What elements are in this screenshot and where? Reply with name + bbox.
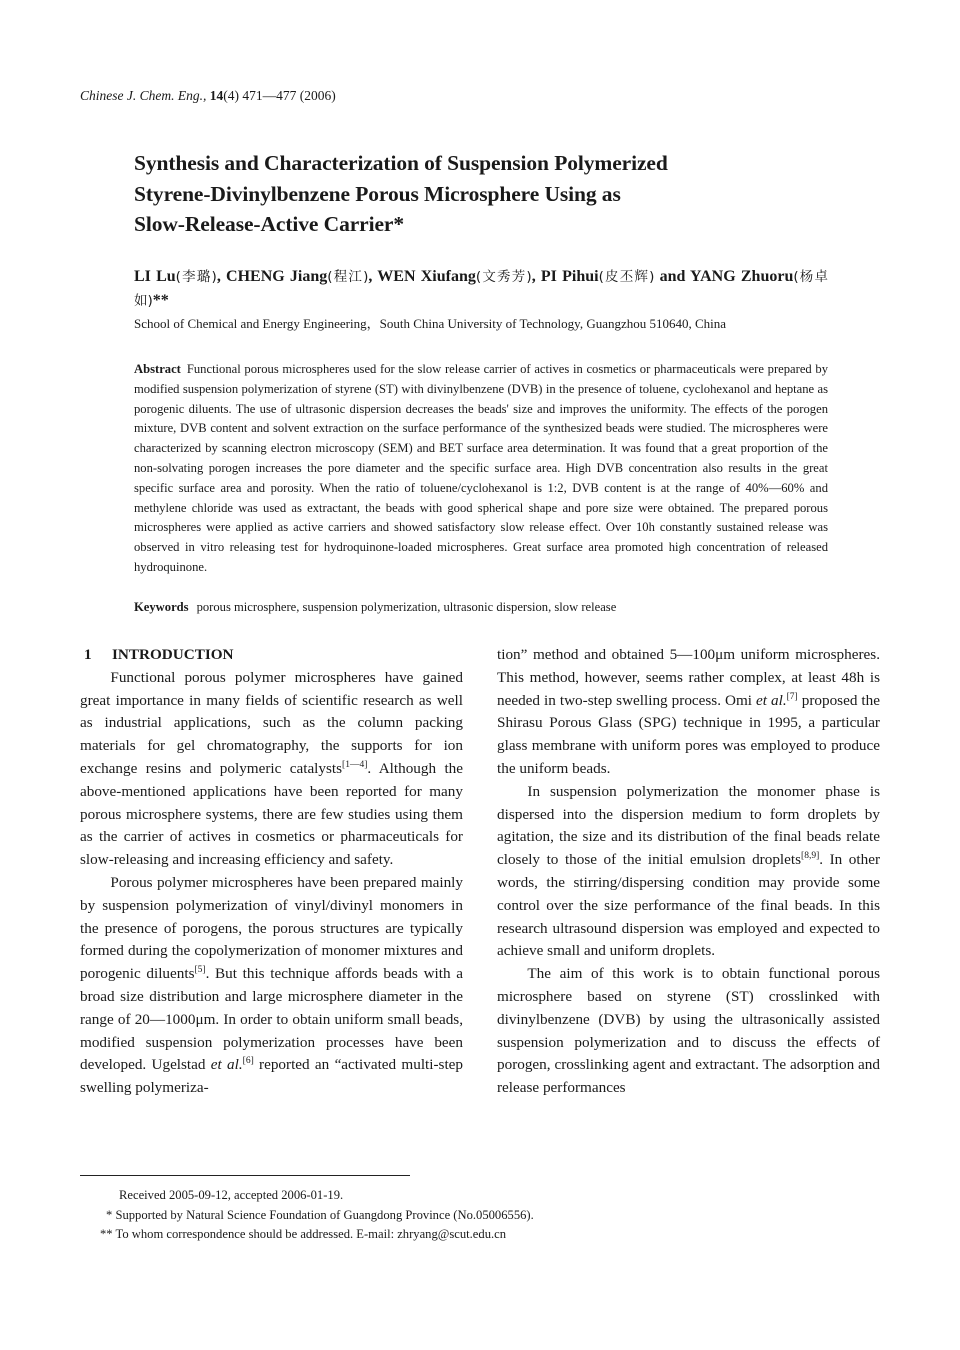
paragraph	[497, 781, 880, 963]
paragraph-text: proposed the Shirasu Porous Glass (SPG) technique in 1995, a particular glass membrane with uniform pores was employed to produce the uniform beads.	[497, 691, 880, 777]
citation: [7]	[786, 691, 798, 702]
paragraph-text: . But this technique affords beads with a broad size distribution and large microsphere diameter in the range of 20—1000μm. In order to obtain uniform small beads, modified suspension polymerization processes have been developed. Ugelstad	[80, 965, 463, 1074]
paragraph-text: tion” method and obtained 5—100μm uniform microspheres. This method, however, seems rather complex, at least 48h is needed in two-step swelling process. Omi	[497, 646, 880, 709]
keywords-text: porous microsphere, suspension polymerization, ultrasonic dispersion, slow release	[196, 600, 617, 614]
footnote-correspondence: ** To whom correspondence should be addressed. E-mail: zhryang@scut.edu.cn	[100, 1227, 507, 1241]
body-column-right	[497, 644, 880, 1100]
footnote-received: Received 2005-09-12, accepted 2006-01-19.	[119, 1188, 344, 1202]
author-name: CHENG Jiang	[226, 268, 328, 285]
et-al: et al.	[210, 1056, 243, 1074]
author-marker: **	[152, 292, 169, 309]
title-line: Styrene-Divinylbenzene Porous Microsphere Using as	[134, 181, 621, 206]
author-name: WEN Xiufang	[377, 268, 476, 285]
author-separator: ,	[368, 268, 378, 285]
author-name-chinese: (文秀芳)	[475, 269, 532, 285]
author-name: LI Lu	[134, 268, 176, 285]
abstract-text: Functional porous microspheres used for the slow release carrier of actives in cosmetics or pharmaceuticals were prepared by modified suspension polymerization of styrene (ST) with divinylbenzene (DVB) in the presence of toluene, cyclohexanol and heptane as porogenic diluents. The use of ultrasonic dispersion decreases the beads' size and improves the uniformity. The effects of the porogen mixture, DVB content and solvent extraction on the surface performance of the synthesized beads were studied. The microspheres were characterized by scanning electron microscopy (SEM) and BET surface area determination. It was found that a great proportion of the non-solvating porogen increases the pore diameter and the specific surface area. High DVB concentration also results in the great specific surface area and porosity. When the ratio of toluene/cyclohexanol is 1:2, DVB content is at the range of 40%—60% and methylene chloride was used as extractant, the beads with good spherical shape and pore size were obtained. The prepared porous microspheres were applied as active carriers and showed satisfactory slow release effect. Over 10h constantly sustained release was observed in vitro releasing test for hydroquinone-loaded microspheres. Great surface area promoted high concentration of released hydroquinone.	[134, 362, 828, 574]
title-line: Slow-Release-Active Carrier*	[134, 212, 405, 236]
abstract	[134, 360, 828, 578]
title-line: Synthesis and Characterization of Suspension Polymerized	[134, 151, 668, 175]
journal-name: Chinese J. Chem. Eng.,	[80, 88, 207, 103]
keywords-label: Keywords	[134, 600, 189, 614]
footnotes	[100, 1186, 800, 1245]
paragraph-text: reported an “activated multi-step swelling polymeriza-	[80, 1056, 463, 1097]
citation: [5]	[194, 965, 206, 976]
author-name-chinese: (皮丕辉)	[598, 269, 655, 285]
author-list	[134, 265, 828, 313]
footnote-funding: * Supported by Natural Science Foundation of Guangdong Province (No.05006556).	[106, 1207, 534, 1222]
paragraph: The aim of this work is to obtain functional porous microsphere based on styrene (ST) crosslinked with divinylbenzene (DVB) by using the ultrasonically assisted suspension polymerization and to discuss the effects of porogen, crosslinking agent and extractant. The adsorption and release performances	[497, 965, 880, 1097]
author-name: YANG Zhuoru	[690, 268, 794, 285]
journal-volume: 14	[209, 88, 224, 103]
paragraph	[497, 644, 880, 781]
body-column-left	[80, 644, 463, 1100]
paragraph-text: In suspension polymerization the monomer phase is dispersed into the dispersion medium to form droplets by agitation, the size and its distribution of the final beads relate closely to those of the initial emulsion droplets	[497, 782, 880, 869]
author-separator: and	[654, 268, 691, 285]
citation: [8,9]	[801, 851, 820, 862]
citation: [1—4]	[342, 759, 368, 770]
running-head	[80, 88, 336, 104]
paragraph-text: Porous polymer microspheres have been prepared mainly by suspension polymerization of vinyl/divinyl monomers in the presence of porogens, the porous structures are typically formed during the copolymerization of monomer mixtures and porogenic diluents	[80, 873, 463, 983]
paragraph	[80, 667, 463, 872]
author-name-chinese: (李璐)	[175, 269, 217, 285]
keywords	[134, 598, 828, 618]
affiliation: School of Chemical and Energy Engineering，South China University of Technology, Guangzhou 510640, China	[134, 316, 727, 331]
citation: [6]	[242, 1056, 254, 1067]
author-name: PI Pihui	[540, 268, 599, 285]
paragraph	[80, 872, 463, 1100]
footnote-divider	[80, 1175, 410, 1176]
paragraph-text: . Although the above-mentioned applications have been reported for many porous microsphere systems, there are few studies using them as the carrier of actives in cosmetics or pharmaceuticals for slow-releasing and increasing efficiency and safety.	[80, 759, 463, 869]
section-title: INTRODUCTION	[112, 646, 234, 663]
paragraph-text: Functional porous polymer microspheres have gained great importance in many fields of scientific research as well as industrial applications, such as the column packing materials for gel chromatography, the supports for ion exchange resins and polymeric catalysts	[80, 668, 463, 777]
paragraph-text: . In other words, the stirring/dispersing condition may provide some control over the size performance of the final beads. In this research ultrasound dispersion was employed and expected to achieve small and uniform droplets.	[497, 851, 880, 960]
et-al: et al.	[756, 691, 787, 709]
author-name-chinese: (程江)	[327, 269, 369, 285]
section-number: 1	[84, 646, 92, 663]
author-separator: ,	[531, 268, 541, 285]
section-heading	[80, 644, 463, 667]
author-separator: ,	[216, 268, 227, 285]
journal-issue-pages: (4) 471—477 (2006)	[223, 88, 336, 103]
abstract-label: Abstract	[134, 362, 181, 376]
author-name-chinese: (杨卓如)	[134, 269, 829, 309]
paper-title	[134, 148, 834, 240]
